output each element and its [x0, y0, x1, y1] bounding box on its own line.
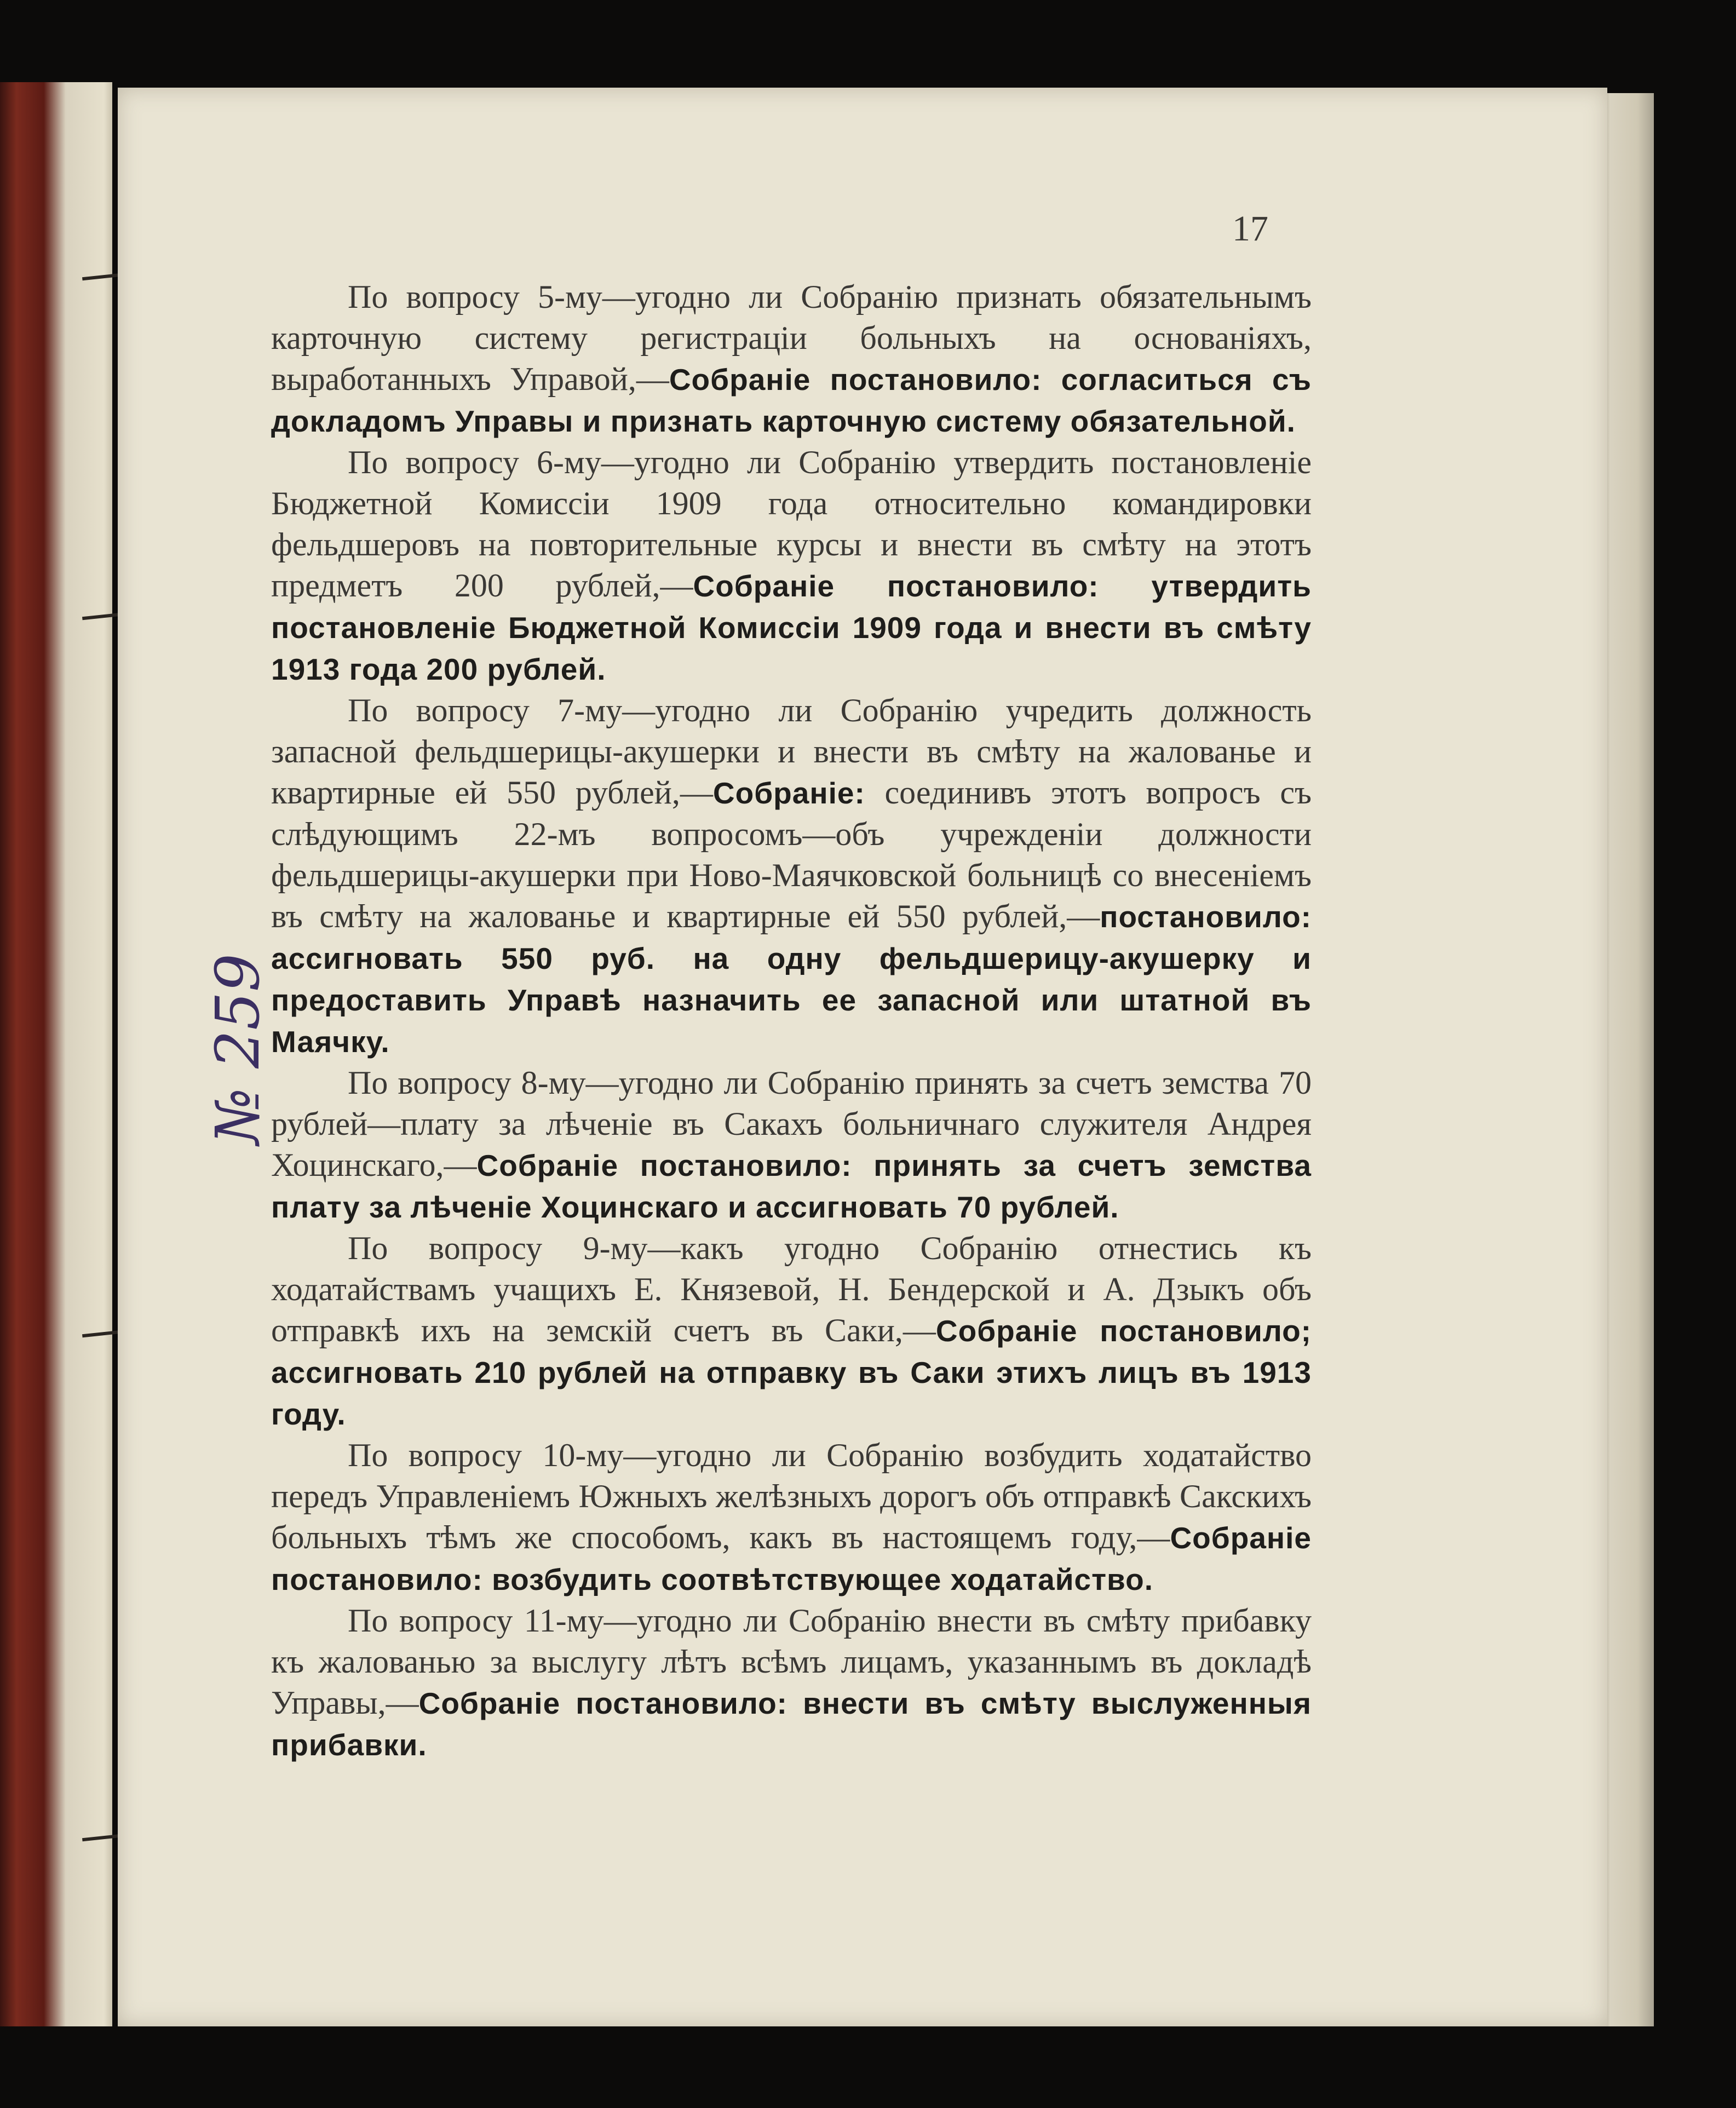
paragraph-tail: соединивъ этотъ вопросъ съ слѣдующимъ 22-мъ вопросомъ—объ учрежденіи должности фельдшерицы-акушерки при Ново-Маячковской больницѣ со внесеніемъ въ смѣту на жалованье и квартирные ей 550 рублей,— [271, 774, 1312, 934]
paragraph [271, 442, 1312, 690]
paragraph [271, 1435, 1312, 1600]
book-binding [0, 82, 112, 2026]
paragraph-question: По вопросу 8-му—угодно ли Собранію принять за счетъ земства 70 рублей—плату за лѣченіе въ Сакахъ больничнаго служителя Андрея Хоцинскаго,— [271, 1065, 1312, 1183]
paragraph-resolution: Собраніе постановило: внести въ смѣту выслуженныя прибавки. [271, 1686, 1312, 1762]
paragraph-question: По вопросу 9-му—какъ угодно Собранію отнестись къ ходатайствамъ учащихъ Е. Князевой, Н. Бендерской и А. Дзыкъ объ отправкѣ ихъ на земскій счетъ въ Саки,— [271, 1230, 1312, 1348]
paragraph-resolution-continued: постановило: ассигновать 550 руб. на одну фельдшерицу-акушерку и предоставить Управѣ назначить ее запасной или штатной въ Маячку. [271, 900, 1312, 1059]
paragraph [271, 690, 1312, 1062]
paragraph [271, 1228, 1312, 1435]
paragraph-resolution: Собраніе постановило; ассигновать 210 рублей на отправку въ Саки этихъ лицъ въ 1913 году. [271, 1314, 1312, 1431]
page-number: 17 [1232, 209, 1268, 249]
paragraph [271, 1062, 1312, 1228]
paragraph-question: По вопросу 6-му—угодно ли Собранію утвердить постановленіе Бюджетной Комиссіи 1909 года относительно командировки фельдшеровъ на повторительные курсы и внести въ смѣту на этотъ предметъ 200 рублей,— [271, 444, 1312, 604]
paragraph-resolution: Собраніе постановило: возбудить соотвѣтствующее ходатайство. [271, 1521, 1312, 1596]
paragraph-resolution: Собраніе постановило: согласиться съ докладомъ Управы и признать карточную систему обязательной. [271, 363, 1312, 438]
paragraph-question: По вопросу 5-му—угодно ли Собранію признать обязательнымъ карточную систему регистраціи больныхъ на основаніяхъ, выработанныхъ Управой,— [271, 279, 1312, 397]
body-text [271, 277, 1312, 1766]
paragraph-question: По вопросу 7-му—угодно ли Собранію учредить должность запасной фельдшерицы-акушерки и внести въ смѣту на жалованье и квартирные ей 550 рублей,— [271, 692, 1312, 811]
paragraph [271, 1600, 1312, 1766]
paragraph-question: По вопросу 10-му—угодно ли Собранію возбудить ходатайство передъ Управленіемъ Южныхъ желѣзныхъ дорогъ объ отправкѣ Сакскихъ больныхъ тѣмъ же способомъ, какъ въ настоящемъ году,— [271, 1437, 1312, 1555]
page-stack-edge [1605, 93, 1654, 2026]
margin-note-text: № 259 [203, 953, 273, 1145]
paragraph-resolution: Собраніе постановило: принять за счетъ земства плату за лѣченіе Хоцинскаго и ассигновать 70 рублей. [271, 1148, 1312, 1224]
paragraph-resolution: Собраніе постановило: утвердить постановленіе Бюджетной Комиссіи 1909 года и внести въ смѣту 1913 года 200 рублей. [271, 569, 1312, 686]
paragraph [271, 277, 1312, 442]
paragraph-question: По вопросу 11-му—угодно ли Собранію внести въ смѣту прибавку къ жалованью за выслугу лѣтъ всѣмъ лицамъ, указаннымъ въ докладѣ Управы,— [271, 1602, 1312, 1721]
paragraph-resolution: Собраніе: [712, 776, 865, 810]
